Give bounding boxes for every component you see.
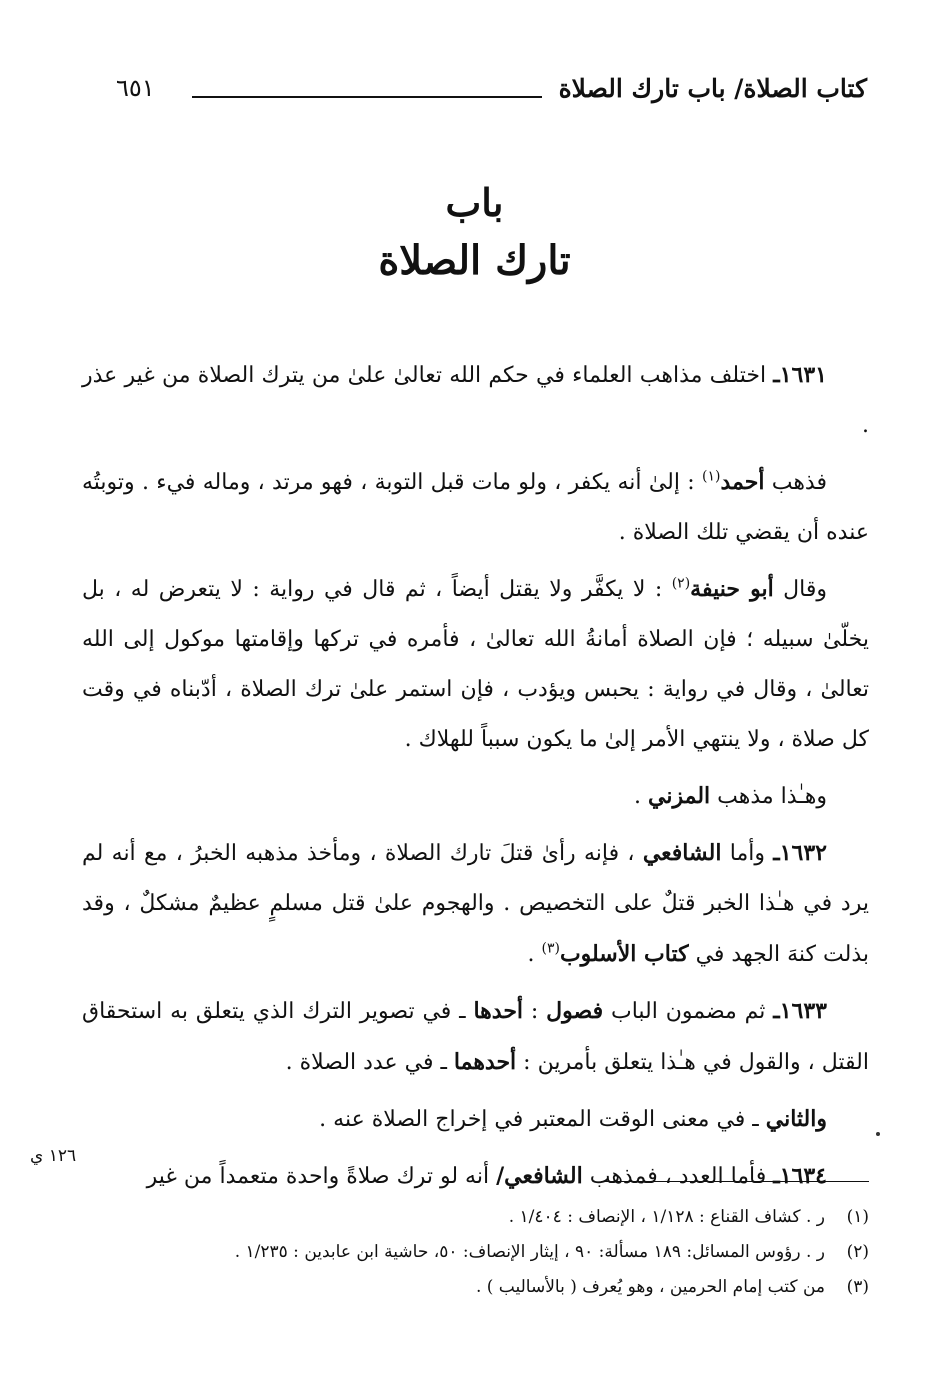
- footnote-rule: [601, 1181, 869, 1182]
- paragraph-1634: [82, 1151, 869, 1202]
- paragraph-text: فذهب: [764, 470, 828, 495]
- footnote-text: ر . رؤوس المسائل: ١٨٩ مسألة: ٩٠ ، إيثار الإنصاف: ٥٠، حاشية ابن عابدين : ١/٢٣٥ .: [234, 1242, 825, 1262]
- paragraph-1633: [82, 986, 869, 1088]
- header-rule: [192, 96, 542, 98]
- footnote-1: [90, 1200, 869, 1235]
- scholar-name: الشافعي: [642, 840, 722, 866]
- paragraph-muzani: [82, 771, 869, 822]
- footnote-ref: (٣): [541, 940, 560, 957]
- paragraph-text: ، فإنه رأىٰ قتلَ تارك الصلاة ، ومأخذ مذهبه الخبرُ ، مع أنه لم يرد في هـٰذا الخبر قتلٌ على التخصيص . والهجوم علىٰ قتل مسلمٍ عظيمٌ مشكلٌ ، وقد بذلت كنهَ الجهد في: [82, 841, 869, 967]
- paragraph-text: أنه لو ترك صلاةً واحدة متعمداً من غير: [146, 1164, 497, 1189]
- margin-dot: [876, 1132, 880, 1136]
- scholar-name: أحمد: [720, 469, 765, 495]
- chapter-heading: [0, 175, 949, 291]
- keyword: والثاني: [765, 1106, 827, 1132]
- paragraph-text: : إلىٰ أنه يكفر ، ولو مات قبل التوبة ، فهو مرتد ، وماله فيء . وتوبتُه عنده أن يقضي تلك الصلاة .: [82, 470, 869, 545]
- margin-note: ١٢٦ ي: [30, 1146, 77, 1166]
- paragraph-abu-hanifa: [82, 564, 869, 765]
- scholar-name: أبو حنيفة: [690, 576, 774, 602]
- paragraph-text: ـ في تصوير الترك الذي يتعلق به استحقاق القتل ، والقول في هـٰذا يتعلق بأمرين :: [82, 999, 869, 1075]
- footnote-ref: (٢): [671, 575, 691, 592]
- paragraph-number: ١٦٣١ـ: [773, 362, 827, 388]
- paragraph-text: .: [527, 942, 542, 967]
- paragraph-1631: [82, 350, 869, 451]
- paragraph-text: :: [523, 999, 547, 1024]
- scholar-name: الشافعي/: [496, 1163, 583, 1189]
- paragraph-text: .: [634, 784, 648, 809]
- footnote-3: [90, 1270, 869, 1305]
- footnote-marker: (٢): [846, 1242, 869, 1262]
- chapter-heading-line1: باب: [445, 180, 504, 225]
- footnote-text: ر . كشاف القناع : ١/١٢٨ ، الإنصاف : ١/٤٠٤ .: [508, 1207, 825, 1227]
- paragraph-number: ١٦٣٣ـ: [773, 998, 827, 1024]
- chapter-heading-line2: تارك الصلاة: [378, 237, 571, 284]
- scholar-name: المزني: [648, 783, 711, 809]
- paragraph-second: [82, 1094, 869, 1145]
- footnote-text: من كتب إمام الحرمين ، وهو يُعرف ( بالأساليب ) .: [475, 1277, 825, 1297]
- page-number: ٦٥١: [116, 74, 155, 102]
- keyword: أحدهما: [453, 1049, 517, 1075]
- paragraph-text: ـ في عدد الصلاة .: [285, 1050, 454, 1075]
- footnote-marker: (٣): [846, 1277, 869, 1297]
- paragraph-text: ـ في معنى الوقت المعتبر في إخراج الصلاة عنه .: [319, 1107, 766, 1132]
- keyword: أحدها: [473, 998, 524, 1024]
- paragraph-number: ١٦٣٤ـ: [773, 1163, 827, 1189]
- paragraph-text: وأما: [721, 841, 774, 866]
- paragraph-text: فأما العدد ، فمذهب: [582, 1164, 774, 1189]
- paragraph-text: اختلف مذاهب العلماء في حكم الله تعالىٰ علىٰ من يترك الصلاة من غير عذر .: [82, 363, 869, 438]
- paragraph-number: ١٦٣٢ـ: [773, 840, 827, 866]
- running-title: كتاب الصلاة/ باب تارك الصلاة: [558, 74, 867, 103]
- paragraph-text: وهـٰذا مذهب: [710, 784, 827, 809]
- footnote-2: [90, 1235, 869, 1270]
- footnote-marker: (١): [846, 1207, 869, 1227]
- footnote-ref: (١): [701, 468, 721, 485]
- paragraph-text: ثم مضمون الباب: [603, 999, 774, 1024]
- running-header: [100, 74, 867, 114]
- footnotes: [90, 1200, 869, 1305]
- paragraph-1632: [82, 828, 869, 980]
- main-text: [82, 350, 869, 1208]
- paragraph-ahmad: [82, 457, 869, 558]
- keyword: فصول: [546, 998, 604, 1024]
- paragraph-text: وقال: [773, 577, 827, 602]
- book-title: كتاب الأسلوب: [559, 941, 689, 967]
- paragraph-text: : لا يكفَّر ولا يقتل أيضاً ، ثم قال في رواية : لا يتعرض له ، بل يخلّىٰ سبيله ؛ فإن الصلاة أمانةُ الله تعالىٰ ، فأمره في تركها وإقامتها موكول إلى الله تعالىٰ ، وقال في رواية : يحبس ويؤدب ، فإن استمر علىٰ ترك الصلاة ، أدّبناه في وقت كل صلاة ، ولا ينتهي الأمر إلىٰ ما يكون سبباً للهلاك .: [82, 577, 869, 752]
